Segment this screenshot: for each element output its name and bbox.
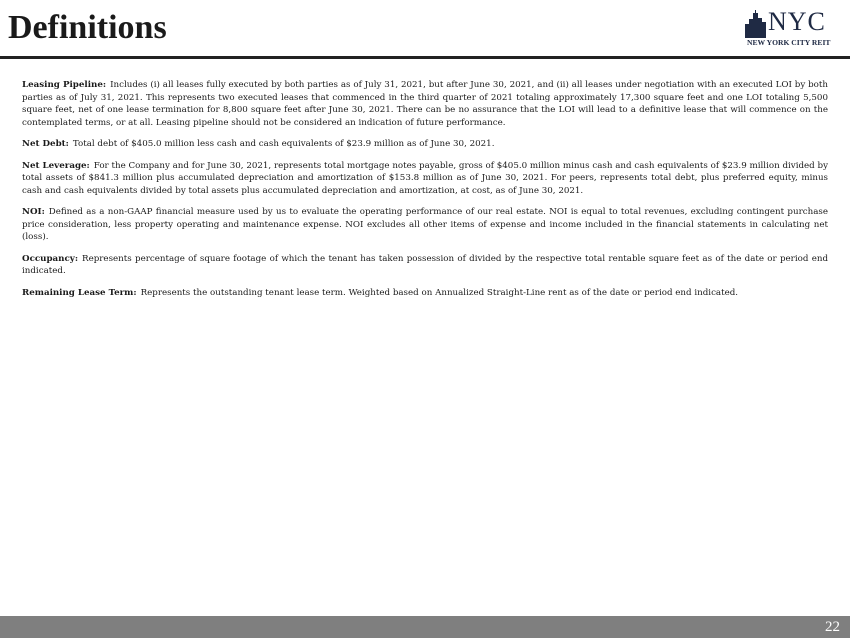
logo-subtitle: NEW YORK CITY REIT	[747, 38, 831, 47]
definition-text: For the Company and for June 30, 2021, represents total mortgage notes payable, gross of $405.0 million minus cash and cash equivalents of $23.9 million divided by total assets of $841.3 million plus accumulated depreciation and amortization of $153.8 million as of June 30, 2021. For peers, represents total debt, plus preferred equity, minus cash and cash equivalents divided by total assets plus accumulated depreciation and amortization, at cost, as of June 30, 2021.	[22, 160, 828, 196]
logo-wordmark: NYC	[768, 7, 826, 36]
definition-term: Remaining Lease Term:	[22, 287, 137, 298]
definitions-list	[22, 79, 828, 308]
title-divider	[0, 56, 850, 59]
definition-text: Defined as a non-GAAP financial measure used by us to evaluate the operating performance of our real estate. NOI is equal to total revenues, excluding contingent purchase price consideration, less property operating and maintenance expense. NOI excludes all other items of expense and income included in the financial statements in calculating net (loss).	[22, 207, 828, 242]
definition-term: Leasing Pipeline:	[22, 80, 107, 90]
definition-text: Includes (i) all leases fully executed by both parties as of July 31, 2021, but after June 30, 2021, and (ii) all leases under negotiation with an executed LOI by both parties as of July 31, 2021. This represents two executed leases that commenced in the third quarter of 2021 totaling approximately 17,300 square feet and one LOI totaling 5,500 square feet, net of one lease termination for 8,800 square feet after June 30, 2021. There can be no assurance that the LOI will lead to a definitive lease that will commence on the contemplated terms, or at all. Leasing pipeline should not be considered an indication of future performance.	[22, 80, 828, 128]
page-title: Definitions	[8, 9, 167, 46]
definition-remaining-lease-term	[22, 287, 828, 300]
definition-net-debt	[22, 138, 828, 151]
definition-net-leverage	[22, 160, 828, 198]
page-number: 22	[825, 619, 840, 635]
definition-leasing-pipeline	[22, 79, 828, 129]
footer-bar	[0, 616, 850, 638]
definition-term: Net Leverage:	[22, 160, 90, 171]
definition-text: Represents the outstanding tenant lease term. Weighted based on Annualized Straight-Line rent as of the date or period end indicated.	[140, 287, 739, 298]
company-logo	[744, 7, 836, 50]
definition-text: Total debt of $405.0 million less cash and cash equivalents of $23.9 million as of June 30, 2021.	[72, 139, 495, 149]
definition-term: Net Debt:	[22, 139, 69, 149]
definition-term: NOI:	[22, 207, 45, 217]
definition-text: Represents percentage of square footage of which the tenant has taken possession of divided by the respective total rentable square feet as of the date or period end indicated.	[22, 253, 828, 276]
definition-occupancy	[22, 253, 828, 278]
skyline-icon	[744, 10, 768, 38]
definition-term: Occupancy:	[22, 253, 79, 264]
definition-noi	[22, 206, 828, 244]
